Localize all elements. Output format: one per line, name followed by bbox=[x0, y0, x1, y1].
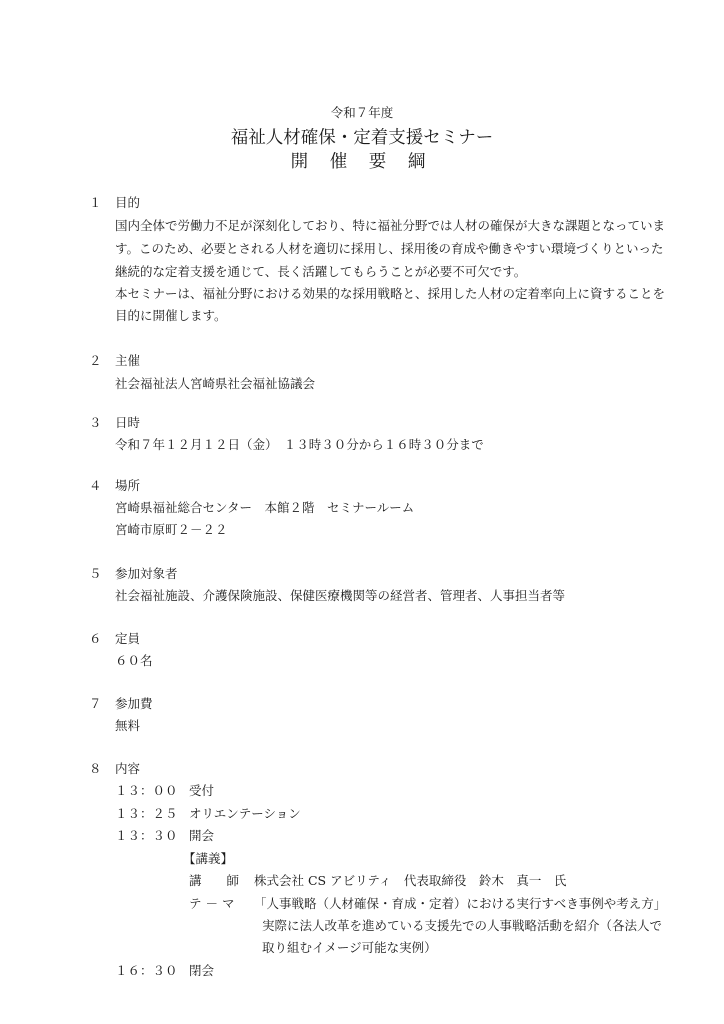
venue-name: 宮崎県福祉総合センター 本館２階 セミナールーム bbox=[115, 500, 415, 515]
section-number: １ bbox=[89, 195, 102, 210]
section-heading-fee: 参加費 bbox=[115, 696, 153, 711]
section-number: ４ bbox=[89, 478, 102, 493]
closing-time: １６：３０ bbox=[115, 963, 178, 978]
section-heading-purpose: 目的 bbox=[115, 195, 141, 210]
schedule-time: １３：００ bbox=[115, 783, 178, 798]
schedule-label: 開会 bbox=[189, 828, 215, 843]
theme-label: テ － マ bbox=[189, 896, 235, 911]
schedule-time: １３：３０ bbox=[115, 828, 178, 843]
purpose-line: 継続的な定着支援を通じて、長く活躍してもらうことが必要不可欠です。 bbox=[115, 264, 527, 279]
closing-label: 閉会 bbox=[189, 963, 215, 978]
section-heading-datetime: 日時 bbox=[115, 415, 141, 430]
fee-value: 無料 bbox=[115, 718, 141, 733]
section-number: ７ bbox=[89, 696, 102, 711]
purpose-line: 目的に開催します。 bbox=[115, 308, 227, 323]
section-number: ５ bbox=[89, 566, 102, 581]
schedule-time: １３：２５ bbox=[115, 806, 178, 821]
section-heading-capacity: 定員 bbox=[115, 631, 141, 646]
capacity-value: ６０名 bbox=[115, 653, 153, 668]
schedule-label: 受付 bbox=[189, 783, 215, 798]
venue-address: 宮崎市原町２－２２ bbox=[115, 522, 228, 537]
section-heading-venue: 場所 bbox=[115, 478, 141, 493]
purpose-line: 国内全体で労働力不足が深刻化しており、特に福祉分野では人材の確保が大きな課題となっていま bbox=[115, 218, 666, 233]
organizer-value: 社会福祉法人宮崎県社会福祉協議会 bbox=[115, 376, 316, 391]
theme-line: 実際に法人改革を進めている支援先での人事戦略活動を紹介（各法人で bbox=[262, 918, 663, 933]
purpose-line: 本セミナーは、福祉分野における効果的な採用戦略と、採用した人材の定着率向上に資することを bbox=[115, 286, 666, 301]
section-heading-target: 参加対象者 bbox=[115, 566, 178, 581]
section-heading-content: 内容 bbox=[115, 761, 141, 776]
section-heading-organizer: 主催 bbox=[115, 353, 141, 368]
datetime-value: 令和７年１２月１２日（金） １３時３０分から１６時３０分まで bbox=[115, 437, 484, 452]
schedule-label: オリエンテーション bbox=[189, 806, 301, 821]
page-subtitle: 開 催 要 綱 bbox=[290, 152, 434, 172]
fiscal-year: 令和７年度 bbox=[330, 105, 394, 120]
page-title: 福祉人材確保・定着支援セミナー bbox=[230, 128, 494, 148]
theme-line: 取り組むイメージ可能な実例） bbox=[262, 940, 437, 955]
section-number: ２ bbox=[89, 353, 102, 368]
section-number: ６ bbox=[89, 631, 102, 646]
lecturer-label: 講 師 bbox=[189, 873, 240, 888]
lecturer-value: 株式会社 CS アビリティ 代表取締役 鈴木 真一 氏 bbox=[254, 873, 567, 888]
purpose-line: す。このため、必要とされる人材を適切に採用し、採用後の育成や働きやすい環境づくりといった bbox=[115, 241, 664, 256]
theme-line: 「人事戦略（人材確保・育成・定着）における実行すべき事例や考え方」 bbox=[254, 896, 667, 911]
target-value: 社会福祉施設、介護保険施設、保健医療機関等の経営者、管理者、人事担当者等 bbox=[115, 588, 566, 603]
lecture-heading: 【講義】 bbox=[183, 851, 234, 866]
section-number: ３ bbox=[89, 415, 102, 430]
section-number: ８ bbox=[89, 761, 102, 776]
